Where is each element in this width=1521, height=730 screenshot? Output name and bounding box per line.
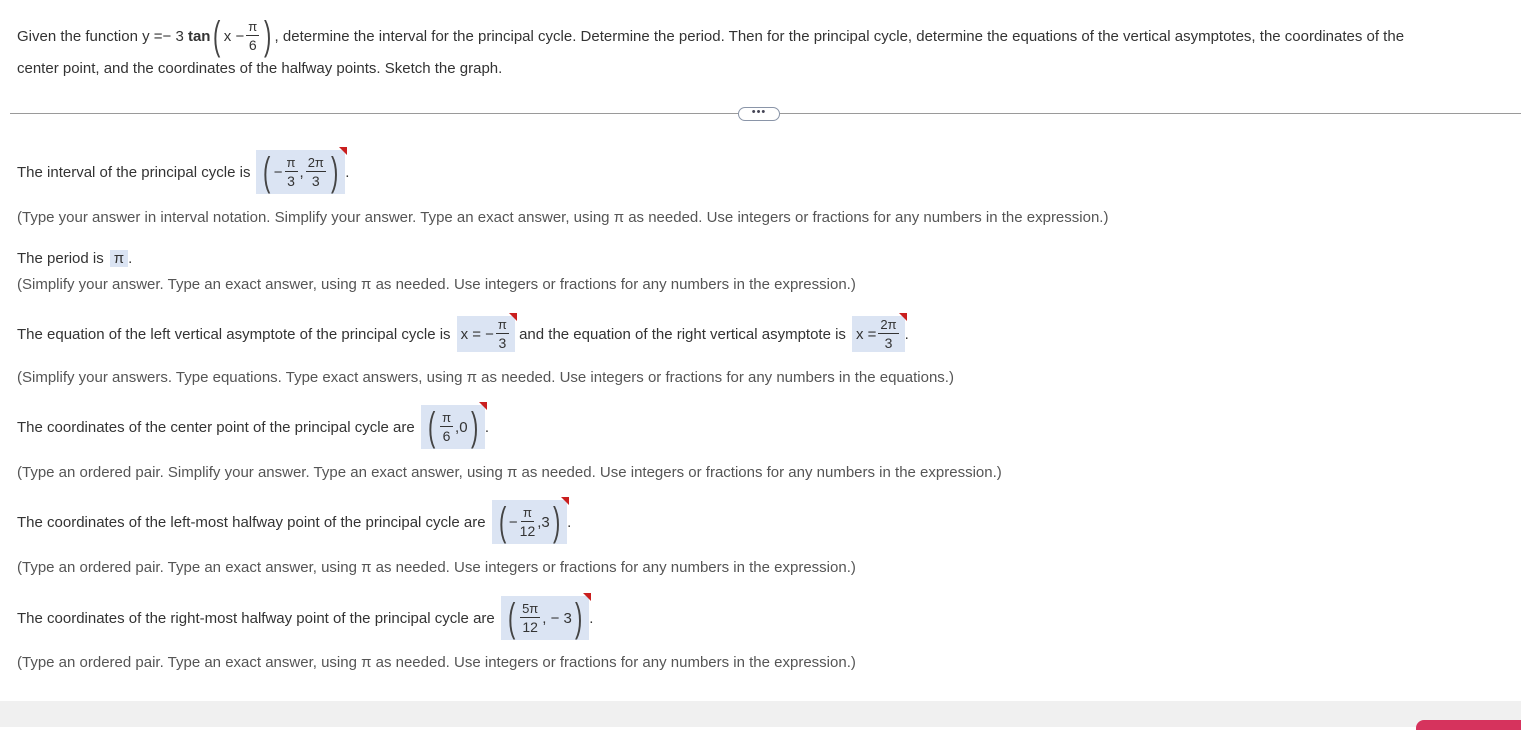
right-half-instruction: (Type an ordered pair. Type an exact answer, using π as needed. Use integers or fractions for any numbers in the expression.)	[17, 654, 856, 671]
left-asymptote-answer[interactable]: x = − $\frac{\pi}{3}$	[457, 316, 515, 352]
period-answer[interactable]: π	[110, 250, 128, 267]
right-half-label: The coordinates of the right-most halfway point of the principal cycle are	[17, 609, 495, 627]
question-line-1: Given the function y = − 3 tan ( x − $\frac{\pi}{6}$ ) , determine the interval for the principal cycle. Determine the period. Then for the principal cycle, determine the equations of the vertical asymptotes, the coordinates of the	[17, 14, 1405, 58]
question-suffix: , determine the interval for the principal cycle. Determine the period. Then for the principal cycle, determine the equations of the vertical asymptotes, the coordinates of the	[274, 27, 1405, 45]
right-asymptote-label: and the equation of the right vertical asymptote is	[519, 325, 846, 343]
center-answer[interactable]: ( $\frac{\pi}{6}$ , 0 )	[421, 405, 485, 449]
center-row: The coordinates of the center point of the principal cycle are ( $\frac{\pi}{6}$ , 0 ) .	[17, 405, 489, 449]
question-function: tan	[187, 27, 211, 45]
incorrect-flag-icon	[509, 313, 517, 321]
incorrect-flag-icon	[339, 147, 347, 155]
right-asymptote-answer[interactable]: x = $\frac{2\pi}{3}$	[852, 316, 905, 352]
question-line-2: center point, and the coordinates of the halfway points. Sketch the graph.	[17, 60, 503, 77]
period-row: The period is π .	[17, 250, 133, 267]
asymptote-row: The equation of the left vertical asymptote of the principal cycle is x = − $\frac{\pi}{3}$ and the equation of the right vertical asymptote is x = $\frac{2\pi}{3}$ .	[17, 316, 909, 352]
question-fraction: $\frac{\pi}{6}$	[248, 19, 258, 53]
question-coefficient: − 3	[162, 27, 184, 45]
incorrect-flag-icon	[899, 313, 907, 321]
incorrect-flag-icon	[583, 593, 591, 601]
right-half-row: The coordinates of the right-most halfway point of the principal cycle are ( $\frac{5\pi}{12}$ , − 3 ) .	[17, 596, 593, 640]
interval-row: The interval of the principal cycle is ( − $\frac{\pi}{3}$ , $\frac{2\pi}{3}$ ) .	[17, 150, 349, 194]
left-half-answer[interactable]: ( − $\frac{\pi}{12}$ , 3 )	[492, 500, 568, 544]
interval-answer[interactable]: ( − $\frac{\pi}{3}$ , $\frac{2\pi}{3}$ )	[256, 150, 345, 194]
left-half-instruction: (Type an ordered pair. Type an exact answer, using π as needed. Use integers or fractions for any numbers in the expression.)	[17, 559, 856, 576]
center-instruction: (Type an ordered pair. Simplify your answer. Type an exact answer, using π as needed. Use integers or fractions for any numbers in the expression.)	[17, 464, 1002, 481]
left-asymptote-label: The equation of the left vertical asymptote of the principal cycle is	[17, 325, 451, 343]
question-prefix: Given the function y =	[17, 27, 163, 45]
interval-instruction: (Type your answer in interval notation. Simplify your answer. Type an exact answer, using π as needed. Use integers or fractions for any numbers in the expression.)	[17, 209, 1109, 226]
asymptote-instruction: (Simplify your answers. Type equations. Type exact answers, using π as needed. Use integers or fractions for any numbers in the equations.)	[17, 369, 954, 386]
period-instruction: (Simplify your answer. Type an exact answer, using π as needed. Use integers or fractions for any numbers in the expression.)	[17, 276, 856, 293]
corner-button[interactable]	[1416, 720, 1521, 730]
incorrect-flag-icon	[561, 497, 569, 505]
expand-button[interactable]: •••	[738, 107, 780, 121]
footer-bar	[0, 701, 1521, 727]
left-half-label: The coordinates of the left-most halfway point of the principal cycle are	[17, 513, 486, 531]
period-label: The period is	[17, 250, 104, 267]
left-half-row: The coordinates of the left-most halfway point of the principal cycle are ( − $\frac{\pi}{12}$ , 3 ) .	[17, 500, 571, 544]
incorrect-flag-icon	[479, 402, 487, 410]
interval-label: The interval of the principal cycle is	[17, 163, 251, 181]
question-variable: x −	[223, 27, 245, 45]
center-label: The coordinates of the center point of the principal cycle are	[17, 418, 415, 436]
right-half-answer[interactable]: ( $\frac{5\pi}{12}$ , − 3 )	[501, 596, 589, 640]
